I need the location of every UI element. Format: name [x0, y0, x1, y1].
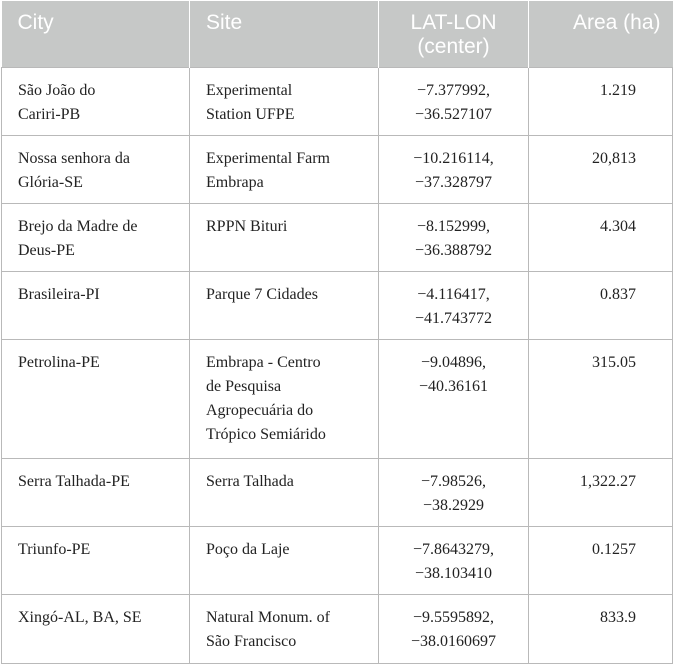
cell-city-line: Brasileira-PI	[18, 286, 100, 303]
cell-latlon-line: −9.5595892,	[412, 609, 495, 626]
cell-latlon	[379, 136, 529, 204]
cell-site-line: Trópico Semiárido	[206, 426, 326, 443]
cell-site-line: Poço da Laje	[206, 541, 290, 558]
header-site: Site	[190, 1, 379, 68]
cell-latlon-line: −38.2929	[422, 497, 485, 514]
cell-area: 4.304	[529, 204, 673, 272]
table-row	[2, 204, 673, 272]
cell-latlon-line: −38.103410	[414, 565, 493, 582]
table-header-row	[2, 1, 673, 68]
cell-latlon-line: −9.04896,	[420, 354, 487, 371]
cell-site-line: Station UFPE	[206, 106, 295, 123]
cell-latlon	[379, 340, 529, 459]
cell-site-line: Embrapa - Centro	[206, 354, 321, 371]
cell-latlon	[379, 459, 529, 527]
cell-site-line: Parque 7 Cidades	[206, 286, 318, 303]
cell-site	[190, 527, 379, 595]
cell-city	[2, 459, 190, 527]
header-area: Area (ha)	[529, 1, 673, 68]
cell-site	[190, 272, 379, 340]
cell-latlon-line: −7.8643279,	[412, 541, 495, 558]
cell-city-line: Triunfo-PE	[18, 541, 91, 558]
cell-city	[2, 340, 190, 459]
cell-city	[2, 272, 190, 340]
cell-site	[190, 340, 379, 459]
cell-site-line: Experimental Farm	[206, 150, 330, 167]
cell-site-line: Experimental	[206, 82, 293, 99]
cell-latlon-line: −36.527107	[414, 106, 493, 123]
cell-area: 315.05	[529, 340, 673, 459]
cell-latlon	[379, 204, 529, 272]
cell-latlon-line: −7.98526,	[420, 473, 487, 490]
study-sites-table	[1, 1, 673, 664]
cell-city-line: São João do	[18, 82, 96, 99]
cell-area: 833.9	[529, 595, 673, 664]
cell-latlon-line: −8.152999,	[416, 218, 491, 235]
cell-city	[2, 527, 190, 595]
cell-city-line: Petrolina-PE	[18, 354, 100, 371]
cell-site	[190, 136, 379, 204]
cell-site	[190, 459, 379, 527]
cell-city	[2, 68, 190, 136]
header-lat-lon-line2: (center)	[417, 35, 490, 58]
cell-city-line: Serra Talhada-PE	[18, 473, 130, 490]
table-row	[2, 459, 673, 527]
cell-site-line: RPPN Bituri	[206, 218, 288, 235]
cell-area: 0.1257	[529, 527, 673, 595]
cell-site-line: São Francisco	[206, 633, 297, 650]
cell-latlon-line: −40.36161	[418, 378, 489, 395]
cell-site-line: Natural Monum. of	[206, 609, 330, 626]
cell-site-line: Agropecuária do	[206, 402, 314, 419]
cell-site	[190, 68, 379, 136]
cell-site	[190, 204, 379, 272]
cell-area: 20,813	[529, 136, 673, 204]
cell-site	[190, 595, 379, 664]
table-row	[2, 272, 673, 340]
cell-latlon	[379, 272, 529, 340]
table-row	[2, 527, 673, 595]
cell-city-line: Nossa senhora da	[18, 150, 130, 167]
cell-city	[2, 204, 190, 272]
header-lat-lon	[379, 1, 529, 68]
cell-latlon-line: −4.116417,	[417, 286, 490, 303]
cell-latlon-line: −38.0160697	[410, 633, 497, 650]
cell-site-line: de Pesquisa	[206, 378, 282, 395]
cell-latlon	[379, 527, 529, 595]
cell-city-line: Deus-PE	[18, 242, 75, 259]
table-row	[2, 340, 673, 459]
cell-city-line: Xingó-AL, BA, SE	[18, 609, 142, 626]
cell-city-line: Glória-SE	[18, 174, 83, 191]
cell-latlon-line: −7.377992,	[416, 82, 491, 99]
cell-latlon	[379, 68, 529, 136]
cell-city-line: Brejo da Madre de	[18, 218, 138, 235]
table-row	[2, 68, 673, 136]
header-city: City	[2, 1, 190, 68]
cell-area: 1.219	[529, 68, 673, 136]
cell-latlon-line: −37.328797	[414, 174, 493, 191]
cell-site-line: Embrapa	[206, 174, 264, 191]
table-container	[1, 1, 672, 669]
cell-latlon-line: −36.388792	[414, 242, 493, 259]
table-row	[2, 136, 673, 204]
cell-latlon	[379, 595, 529, 664]
cell-area: 0.837	[529, 272, 673, 340]
cell-latlon-line: −10.216114,	[413, 150, 494, 167]
cell-site-line: Serra Talhada	[206, 473, 294, 490]
table-row	[2, 595, 673, 664]
cell-city	[2, 595, 190, 664]
cell-area: 1,322.27	[529, 459, 673, 527]
cell-city-line: Cariri-PB	[18, 106, 81, 123]
header-lat-lon-line1: LAT-LON	[410, 11, 497, 34]
cell-latlon-line: −41.743772	[414, 310, 493, 327]
cell-city	[2, 136, 190, 204]
